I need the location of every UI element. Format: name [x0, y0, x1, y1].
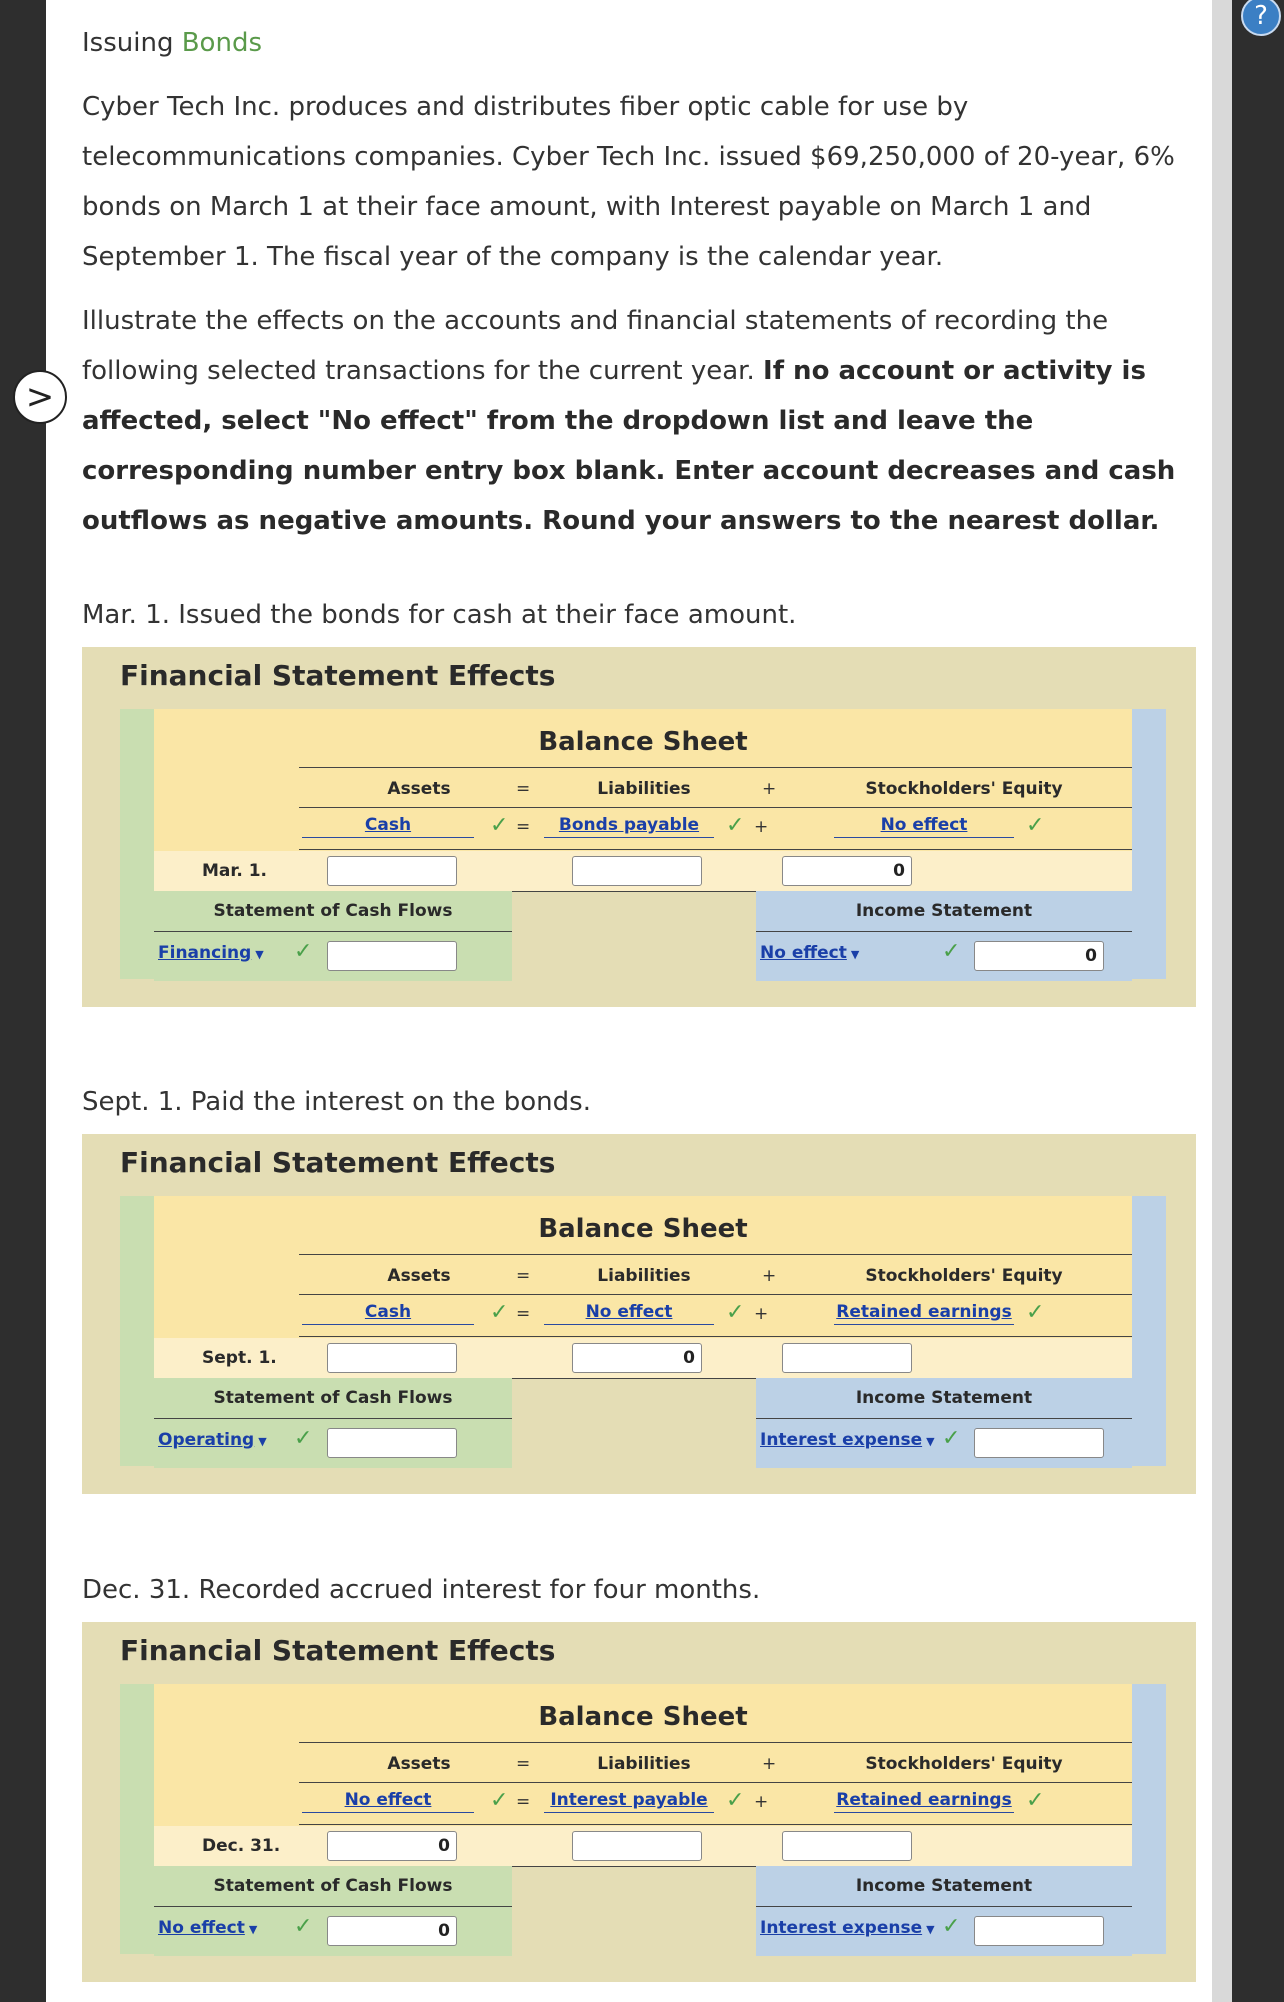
- balance-sheet-title: Balance Sheet: [538, 727, 748, 757]
- income-amount-input[interactable]: [974, 1428, 1104, 1458]
- balance-sheet-title: Balance Sheet: [538, 1702, 748, 1732]
- financial-statement-effects: [82, 1622, 1196, 1982]
- assets-account-select[interactable]: Cash: [364, 1302, 412, 1322]
- row-date-label: Sept. 1.: [202, 1348, 277, 1368]
- plus-sign: +: [754, 1792, 769, 1812]
- cash-flow-strip: [120, 709, 154, 979]
- instructions-bold: If no account or activity is affected, select "No effect" from the dropdown list and leave the corresponding number entry box blank. Enter account decreases and cash outflows as negative amounts. Round your answers to the nearest dollar.: [82, 356, 1176, 536]
- equity-header: Stockholders' Equity: [865, 1266, 1063, 1286]
- equals-sign: =: [516, 1754, 531, 1774]
- plus-sign: +: [762, 1754, 777, 1774]
- income-account-select[interactable]: [760, 943, 859, 963]
- financial-statement-effects: [82, 647, 1196, 1007]
- fse-title: Financial Statement Effects: [120, 1146, 556, 1179]
- underline: [834, 1324, 1014, 1325]
- equity-header: Stockholders' Equity: [865, 1754, 1063, 1774]
- divider: [299, 1824, 1132, 1825]
- plus-sign: +: [754, 817, 769, 837]
- fse-title: Financial Statement Effects: [120, 659, 556, 692]
- check-icon: ✓: [726, 1788, 745, 1813]
- check-icon: ✓: [1026, 1300, 1045, 1325]
- chevron-right-icon[interactable]: >: [13, 370, 67, 424]
- cash-flow-panel: [154, 891, 512, 981]
- income-statement-header: Income Statement: [855, 1876, 1033, 1896]
- underline: [544, 837, 714, 838]
- plus-sign: +: [754, 1304, 769, 1324]
- header-topic: Bonds: [181, 28, 262, 58]
- cash-flow-strip: [120, 1196, 154, 1466]
- header-prefix: Issuing: [82, 28, 174, 58]
- row-date-label: Mar. 1.: [202, 861, 268, 881]
- liabilities-header: Liabilities: [597, 779, 691, 799]
- cash-flow-strip: [120, 1684, 154, 1954]
- cash-flow-activity-select[interactable]: [158, 1430, 267, 1450]
- cash-flows-header: Statement of Cash Flows: [213, 1876, 453, 1896]
- divider: [154, 931, 512, 932]
- divider: [299, 1294, 1132, 1295]
- transaction-question: Mar. 1. Issued the bonds for cash at their face amount.: [82, 600, 797, 630]
- cash-flow-amount-input[interactable]: [327, 941, 457, 971]
- check-icon: ✓: [294, 1914, 313, 1939]
- row-date-label: Dec. 31.: [202, 1836, 281, 1856]
- plus-sign: +: [762, 1266, 777, 1286]
- liabilities-account-select[interactable]: No effect: [585, 1302, 673, 1322]
- section-header: [82, 18, 1212, 68]
- check-icon: ✓: [294, 1426, 313, 1451]
- cash-flows-header: Statement of Cash Flows: [213, 1388, 453, 1408]
- check-icon: ✓: [294, 939, 313, 964]
- assets-amount-input[interactable]: [327, 856, 457, 886]
- cash-flow-panel: [154, 1378, 512, 1468]
- chevron-down-icon: ▼: [926, 1435, 935, 1448]
- liabilities-amount-input[interactable]: [572, 856, 702, 886]
- equity-account-select[interactable]: Retained earnings: [836, 1790, 1012, 1810]
- financial-statement-effects: [82, 1134, 1196, 1494]
- divider: [756, 931, 1132, 932]
- check-icon: ✓: [726, 813, 745, 838]
- underline: [834, 837, 1014, 838]
- equity-header: Stockholders' Equity: [865, 779, 1063, 799]
- divider: [299, 767, 1132, 768]
- assets-account-select[interactable]: No effect: [344, 1790, 432, 1810]
- cash-flow-panel: [154, 1866, 512, 1956]
- income-amount-input[interactable]: 0: [974, 941, 1104, 971]
- check-icon: ✓: [490, 813, 509, 838]
- assets-amount-input[interactable]: 0: [327, 1831, 457, 1861]
- divider: [299, 807, 1132, 808]
- assets-header: Assets: [387, 779, 451, 799]
- income-statement-header: Income Statement: [855, 1388, 1033, 1408]
- divider: [154, 1906, 512, 1907]
- check-icon: ✓: [942, 1914, 961, 1939]
- income-account-value: Interest expense: [760, 1430, 923, 1450]
- underline: [834, 1812, 1014, 1813]
- transaction-question: Sept. 1. Paid the interest on the bonds.: [82, 1087, 591, 1117]
- cash-flow-activity-value: Financing: [158, 943, 252, 963]
- liabilities-account-select[interactable]: Interest payable: [550, 1790, 708, 1810]
- income-strip: [1132, 1196, 1166, 1466]
- check-icon: ✓: [1026, 1788, 1045, 1813]
- check-icon: ✓: [490, 1788, 509, 1813]
- divider: [299, 1336, 1132, 1337]
- check-icon: ✓: [942, 939, 961, 964]
- liabilities-header: Liabilities: [597, 1754, 691, 1774]
- divider: [756, 1418, 1132, 1419]
- equals-sign: =: [516, 779, 531, 799]
- divider: [154, 1418, 512, 1419]
- fse-title: Financial Statement Effects: [120, 1634, 556, 1667]
- income-account-value: Interest expense: [760, 1918, 923, 1938]
- assets-header: Assets: [387, 1266, 451, 1286]
- chevron-down-icon: ▼: [850, 948, 860, 961]
- chevron-down-icon: ▼: [255, 948, 264, 961]
- instructions-paragraph: [82, 296, 1212, 546]
- income-statement-panel: [756, 891, 1132, 981]
- check-icon: ✓: [942, 1426, 961, 1451]
- divider: [299, 1254, 1132, 1255]
- underline: [544, 1812, 714, 1813]
- divider: [299, 849, 1132, 850]
- underline: [544, 1324, 714, 1325]
- assets-header: Assets: [387, 1754, 451, 1774]
- income-statement-panel: [756, 1866, 1132, 1956]
- equals-sign: =: [516, 1266, 531, 1286]
- income-account-select[interactable]: [760, 1918, 935, 1938]
- underline: [302, 1324, 474, 1325]
- equals-sign: =: [516, 1792, 531, 1812]
- income-statement-header: Income Statement: [855, 901, 1033, 921]
- check-icon: ✓: [1026, 813, 1045, 838]
- intro-paragraph: Cyber Tech Inc. produces and distributes fiber optic cable for use by telecommunications companies. Cyber Tech Inc. issued $69,250,000 of 20-year, 6% bonds on March 1 at their face amount, with Interest payable on March 1 and September 1. The fiscal year of the company is the calendar year.: [82, 92, 1175, 272]
- equity-account-select[interactable]: Retained earnings: [836, 1302, 1012, 1322]
- cash-flow-activity-select[interactable]: [158, 1918, 257, 1938]
- equals-sign: =: [516, 1304, 531, 1324]
- income-account-value: No effect: [760, 943, 847, 963]
- liabilities-amount-input[interactable]: [572, 1831, 702, 1861]
- divider: [756, 1906, 1132, 1907]
- transaction-question: Dec. 31. Recorded accrued interest for four months.: [82, 1575, 761, 1605]
- check-icon: ✓: [726, 1300, 745, 1325]
- equity-amount-input[interactable]: [782, 1343, 912, 1373]
- liabilities-amount-input[interactable]: 0: [572, 1343, 702, 1373]
- plus-sign: +: [762, 779, 777, 799]
- cash-flow-activity-value: No effect: [158, 1918, 245, 1938]
- check-icon: ✓: [490, 1300, 509, 1325]
- income-strip: [1132, 709, 1166, 979]
- income-account-select[interactable]: [760, 1430, 935, 1450]
- cash-flow-activity-value: Operating: [158, 1430, 255, 1450]
- equity-amount-input[interactable]: [782, 1831, 912, 1861]
- income-amount-input[interactable]: [974, 1916, 1104, 1946]
- balance-sheet-title: Balance Sheet: [538, 1214, 748, 1244]
- cash-flow-amount-input[interactable]: 0: [327, 1916, 457, 1946]
- cash-flows-header: Statement of Cash Flows: [213, 901, 453, 921]
- chevron-down-icon: ▼: [926, 1923, 935, 1936]
- liabilities-header: Liabilities: [597, 1266, 691, 1286]
- underline: [302, 837, 474, 838]
- income-strip: [1132, 1684, 1166, 1954]
- divider: [299, 1782, 1132, 1783]
- chevron-down-icon: ▼: [258, 1435, 267, 1448]
- underline: [302, 1812, 474, 1813]
- help-icon[interactable]: ?: [1241, 0, 1281, 36]
- liabilities-account-select[interactable]: Bonds payable: [558, 815, 700, 835]
- scrollbar[interactable]: [1212, 0, 1232, 2002]
- equals-sign: =: [516, 817, 531, 837]
- instructions-plain: Illustrate the effects on the accounts and financial statements of recording the following selected transactions for the current year.: [82, 306, 1109, 386]
- assets-account-select[interactable]: Cash: [364, 815, 412, 835]
- divider: [299, 1742, 1132, 1743]
- equity-amount-input[interactable]: 0: [782, 856, 912, 886]
- cash-flow-activity-select[interactable]: [158, 943, 264, 963]
- chevron-down-icon: ▼: [248, 1923, 258, 1936]
- equity-account-select[interactable]: No effect: [880, 815, 968, 835]
- assets-amount-input[interactable]: [327, 1343, 457, 1373]
- income-statement-panel: [756, 1378, 1132, 1468]
- cash-flow-amount-input[interactable]: [327, 1428, 457, 1458]
